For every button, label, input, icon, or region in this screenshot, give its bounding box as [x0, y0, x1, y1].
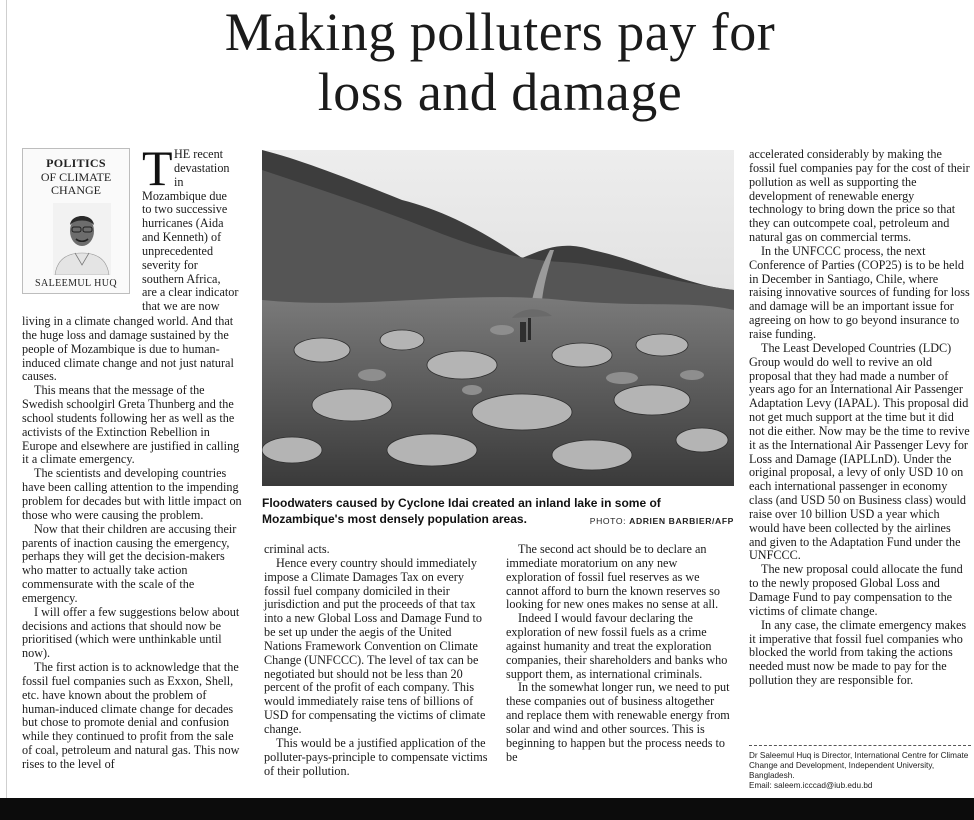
- category-line-2: OF CLIMATE: [40, 169, 112, 184]
- author-note-bio: Dr Saleemul Huq is Director, International Centre for Climate Change and Development, Independent University, Bangladesh.: [749, 751, 969, 780]
- paragraph: I will offer a few suggestions below about decisions and actions that should now be prioritised (which were unthinkable until now).: [22, 604, 240, 661]
- paragraph: In any case, the climate emergency makes it imperative that fossil fuel companies who blocked the world from taking the actions needed must now be made to pay for the pollution they are responsible for.: [749, 617, 967, 688]
- intro-line: are a clear indicator: [142, 285, 239, 300]
- paragraph: In the UNFCCC process, the next Conference of Parties (COP25) is to be held in December in Santiago, Chile, where raising innovative sources of funding for loss and damage will be an important issue for agreeing on how to go beyond insurance to raise funding.: [749, 243, 970, 341]
- paragraph: living in a climate changed world. And that the huge loss and damage sustained by the people of Mozambique is due to human-induced climate change and not just natural causes.: [22, 314, 234, 384]
- headline-line-1: Making polluters pay for: [224, 2, 776, 62]
- author-portrait-icon: [53, 203, 111, 275]
- page-bottom-bar: [0, 798, 974, 820]
- paragraph: The Least Developed Countries (LDC) Group would do well to revive an old proposal that they had made a number of years ago for an International Air Passenger Adaptation Levy (IAPAL). This proposal did not get much support at the time but it did not die either. Now may be the time to revive it as the International Air Passenger Levy for Loss and Damage (IAPLLnD). Under the original proposal, a levy of only USD 10 on each international passenger in economy class (and USD 50 on Business class) would raise over 10 billion USD a year which would have been collected by the airlines and given to the Adaptation Fund under the UNFCCC.: [749, 340, 970, 563]
- intro-text: [142, 140, 265, 314]
- paragraph: Hence every country should immediately impose a Climate Damages Tax on every fossil fuel company domiciled in their jurisdiction and put the proceeds of that tax into a new Global Loss and Damage Fund to be set up under the aegis of the United Nations Framework Convention on Climate Change (UNFCCC). The level of tax can be negotiated but should not be less than 20 percent of the profit of each company. This would immediately raise tens of billions of USD for compensating the victims of climate change.: [264, 555, 486, 736]
- paragraph: criminal acts.: [264, 542, 330, 556]
- author-note-email: Email: saleem.icccad@iub.edu.bd: [749, 781, 873, 790]
- article-column-3: [506, 543, 732, 765]
- paragraph: The second act should be to declare an immediate moratorium on any new exploration of fossil fuel reserves as we cannot afford to burn the known reserves so looking for new ones makes no sense at all.: [506, 542, 721, 612]
- photo-credit-label: PHOTO:: [589, 516, 627, 526]
- paragraph: This would be a justified application of the polluter-pays-principle to compensate victims of their pollution.: [264, 735, 488, 778]
- photo-credit-name: ADRIEN BARBIER/AFP: [629, 516, 734, 526]
- headline-line-2: loss and damage: [317, 62, 683, 122]
- intro-line: that we are now: [142, 299, 220, 314]
- intro-line: southern Africa,: [142, 271, 221, 286]
- author-note: [749, 751, 971, 791]
- intro-line: unprecedented: [142, 243, 214, 258]
- category-line-1: POLITICS: [46, 156, 106, 170]
- cyclone-aftermath-photo: [262, 150, 734, 486]
- paragraph: Indeed I would favour declaring the exploration of new fossil fuels as a crime against humanity and treat the exploration companies, their shareholders and banks who support them, as international criminals.: [506, 611, 728, 681]
- paragraph: The scientists and developing countries have been calling attention to the impending problem for decades but with little impact on those who were causing the problem.: [22, 466, 242, 522]
- article-column-1: [22, 315, 244, 772]
- column-category: [23, 157, 129, 198]
- divider: [749, 745, 971, 746]
- article-column-2: [264, 543, 492, 778]
- column-badge: [22, 148, 130, 294]
- paragraph: The first action is to acknowledge that the fossil fuel companies such as Exxon, Shell, etc. have known about the problem of human-induced climate change for decades but chose to promote denial and confusion while they continued to profit from the sale of coal, petroleum and natural gas. This now rises to the level of: [22, 660, 240, 771]
- intro-line: in: [174, 174, 184, 189]
- photo-credit: [590, 516, 734, 526]
- paragraph: Now that their children are accusing their parents of inaction causing the emergency, perhaps they will get the decision-makers who matter to actually take action commensurate with the scale of the emergency.: [22, 521, 237, 605]
- paragraph: In the somewhat longer run, we need to put these companies out of business altogether and replace them with renewable energy from solar and wind and other sources. This is beginning to happen but the process needs to be: [506, 680, 730, 764]
- column-rule: [6, 0, 7, 798]
- paragraph: The new proposal could allocate the fund to the newly proposed Global Loss and Damage Fund to pay compensation to the victims of climate change.: [749, 562, 963, 618]
- intro-line: hurricanes (Aida: [142, 216, 224, 231]
- photo-caption: Floodwaters caused by Cyclone Idai created an inland lake in some of Mozambique's most densely population areas.: [262, 496, 661, 526]
- intro-line: to two successive: [142, 202, 228, 217]
- drop-cap: T: [142, 140, 173, 196]
- intro-line: severity for: [142, 257, 198, 272]
- headline: [60, 2, 940, 122]
- intro-line: HE recent: [174, 147, 224, 161]
- author-byline: SALEEMUL HUQ: [35, 278, 117, 289]
- paragraph: accelerated considerably by making the fossil fuel companies pay for the cost of their pollution as well as supporting the development of renewable energy technology to bring down the price so that they can outcompete coal, petroleum and natural gas on commercial terms.: [749, 147, 970, 245]
- intro-line: and Kenneth) of: [142, 230, 222, 245]
- article-column-4: [749, 148, 971, 688]
- category-line-3: CHANGE: [51, 183, 101, 197]
- intro-line: Mozambique due: [142, 188, 227, 203]
- paragraph: This means that the message of the Swedish schoolgirl Greta Thunberg and the school students following her as well as the activists of the Extinction Rebellion in Europe and elsewhere are justified in calling it a climate emergency.: [22, 383, 240, 467]
- intro-line: devastation: [174, 160, 230, 175]
